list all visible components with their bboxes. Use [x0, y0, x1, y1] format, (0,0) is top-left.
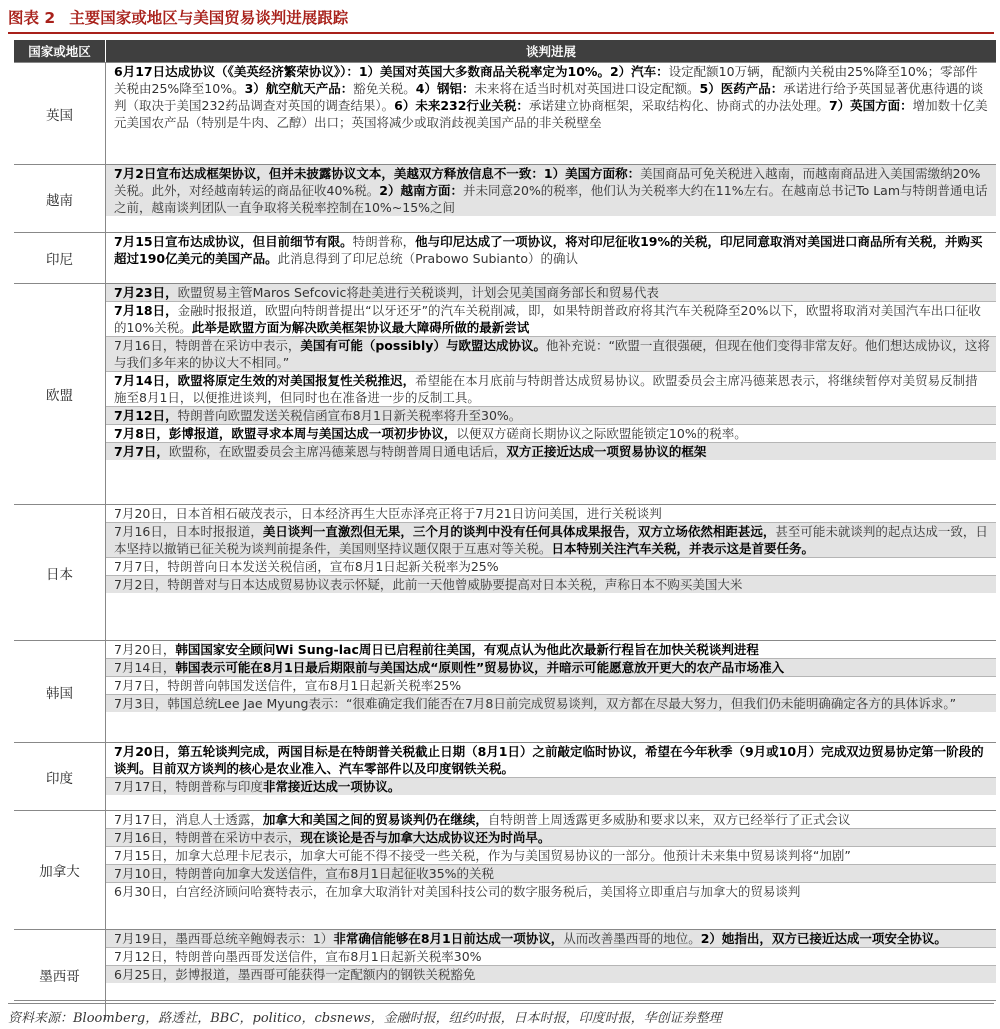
header-country: 国家或地区 [14, 40, 106, 62]
country-cell: 韩国 [14, 640, 106, 742]
entry-text-bold: 日本特别关注汽车关税，并表示这是首要任务。 [551, 541, 815, 556]
entry-text-bold: 7月8日，彭博报道，欧盟寻求本周与美国达成一项初步协议， [114, 426, 457, 441]
entry-text: 此消息得到了印尼总统（Prabowo Subianto）的确认 [277, 251, 579, 266]
entry-text: 7月16日，特朗普在采访中表示， [114, 830, 301, 845]
progress-entry [106, 641, 996, 659]
country-cell: 英国 [14, 62, 106, 164]
progress-entry [106, 407, 996, 425]
entry-text-bold: 7月15日宣布达成协议，但目前细节有限。 [114, 234, 353, 249]
country-cell: 墨西哥 [14, 929, 106, 1020]
entry-text: 7月16日，日本时报报道， [114, 524, 263, 539]
progress-entry [106, 284, 996, 302]
entry-text-bold: 非常确信能够在8月1日前达成一项协议， [333, 931, 564, 946]
entry-text-bold: 2）越南方面： [379, 183, 463, 198]
entry-text-bold: 7月2日宣布达成框架协议，但并未披露协议文本，美越双方释放信息不一致：1）美国方面称： [114, 166, 641, 181]
entry-text: 7月2日，特朗普对与日本达成贸易协议表示怀疑，此前一天他曾威胁要提高对日本关税，声称日本不购买美国大米 [114, 577, 743, 592]
progress-entry [106, 847, 996, 865]
progress-entry [106, 930, 996, 948]
entry-text: 未来将在适当时机对英国进口设定配额。 [474, 81, 700, 96]
entry-text-bold: 6）未来232行业关税： [394, 98, 529, 113]
country-cell: 越南 [14, 164, 106, 232]
entry-text: 希望能在本月底前与特朗普达成贸易协议。欧盟委员会主席冯德莱恩表示，将继续暂停对美贸易反制措施至8月1日，以便推进谈判，但同时也在准备进一步的反制工具。 [114, 373, 978, 405]
entry-text: 欧盟贸易主管Maros Sefcovic将赴美进行关税谈判，计划会见美国商务部长和贸易代表 [177, 285, 659, 300]
progress-entry [106, 576, 996, 593]
progress-entry [106, 778, 996, 795]
entry-text: 7月7日，特朗普向韩国发送信件，宣布8月1日起新关税率25% [114, 678, 462, 693]
entry-text-bold: 7月7日， [114, 444, 169, 459]
entry-text-bold: 5）医药产品： [699, 81, 784, 96]
entry-text-bold: 7月18日， [114, 303, 178, 318]
entry-text: 6月25日，彭博报道，墨西哥可能获得一定配额内的钢铁关税豁免 [114, 967, 476, 982]
progress-entry [106, 337, 996, 372]
progress-entry [106, 966, 996, 983]
country-cell: 日本 [14, 504, 106, 640]
figure-title [8, 6, 348, 30]
progress-cell [106, 810, 996, 929]
entry-text-bold: 双方正接近达成一项贸易协议的框架 [506, 444, 707, 459]
entry-text: 承诺进行给予英国显著优惠待遇的谈判（取决于美国232药品调查对英国的调查结果）。 [114, 81, 984, 113]
entry-text: 7月3日，韩国总统Lee Jae Myung表示：“很难确定我们能否在7月8日前完成贸易谈判，双方都在尽最大努力，但我们仍未能明确确定各方的具体诉求。” [114, 696, 957, 711]
entry-text: 7月10日，特朗普向加拿大发送信件，宣布8月1日起征收35%的关税 [114, 866, 495, 881]
entry-text-bold: 6月17日达成协议（《美英经济繁荣协议》）：1）美国对英国大多数商品关税率定为10%。2）汽车： [114, 64, 669, 79]
entry-text: 6月30日，白宫经济顾问哈赛特表示，在加拿大取消针对美国科技公司的数字服务税后，美国将立即重启与加拿大的贸易谈判 [114, 884, 801, 899]
progress-cell [106, 504, 996, 640]
entry-text: 7月15日，加拿大总理卡尼表示，加拿大可能不得不接受一些关税，作为与美国贸易协议的一部分。他预计未来集中贸易谈判将“加剧” [114, 848, 851, 863]
entry-text: 设定配额10万辆，配额内关税由25%降至10%；零部件关税由25%降至10%。 [114, 64, 978, 96]
entry-text: 7月20日，日本首相石破茂表示，日本经济再生大臣赤泽亮正将于7月21日访问美国，进行关税谈判 [114, 506, 662, 521]
progress-entry [106, 523, 996, 558]
entry-text: 增加数十亿美元美国农产品（特别是牛肉、乙醇）出口；英国将减少或取消歧视美国产品的非关税壁垒 [114, 98, 988, 130]
entry-text: 7月17日，消息人士透露， [114, 812, 263, 827]
figure-label: 图表 2 [8, 9, 56, 27]
entry-text: 欧盟称，在欧盟委员会主席冯德莱恩与特朗普周日通电话后， [168, 444, 507, 459]
source-rule [8, 1003, 994, 1004]
entry-text: 7月19日，墨西哥总统辛鲍姆表示：1） [114, 931, 334, 946]
entry-text: 7月12日，特朗普向墨西哥发送信件，宣布8月1日起新关税率30% [114, 949, 482, 964]
entry-text: 美国商品可免关税进入越南，而越南商品进入美国需缴纳20%关税。此外，对经越南转运的商品征收40%税。 [114, 166, 981, 198]
entry-text-bold: 此举是欧盟方面为解决欧美框架协议最大障碍所做的最新尝试 [191, 320, 530, 335]
entry-text: 金融时报报道，欧盟向特朗普提出“以牙还牙”的汽车关税削减，即，如果特朗普政府将其汽车关税降至20%以下，欧盟将取消对美国汽车出口征收的10%关税。 [114, 303, 981, 335]
entry-text: 7月16日，特朗普在采访中表示， [114, 338, 301, 353]
entry-text-bold: 7月14日，欧盟将原定生效的对美国报复性关税推迟， [114, 373, 416, 388]
progress-entry [106, 425, 996, 443]
entry-text-bold: 2）她指出，双方已接近达成一项安全协议。 [700, 931, 947, 946]
entry-text-bold: 韩国国家安全顾问Wi Sung-lac周日已启程前往美国，有观点认为他此次最新行程旨在加快关税谈判进程 [175, 642, 759, 657]
entry-text: 7月20日， [114, 642, 176, 657]
entry-text-bold: 非常接近达成一项协议。 [262, 779, 401, 794]
entry-text-bold: 7月23日， [114, 285, 178, 300]
progress-entry [106, 883, 996, 900]
entry-text-bold: 7）英国方面： [828, 98, 913, 113]
progress-cell [106, 164, 996, 232]
progress-entry [106, 372, 996, 407]
entry-text: 承诺建立协商框架，采取结构化、协商式的办法处理。 [528, 98, 829, 113]
entry-text: 7月7日，特朗普向日本发送关税信函，宣布8月1日起新关税率为25% [114, 559, 499, 574]
progress-entry [106, 233, 996, 267]
progress-cell [106, 283, 996, 504]
entry-text-bold: 美日谈判一直激烈但无果，三个月的谈判中没有任何具体成果报告，双方立场依然相距甚远， [262, 524, 776, 539]
entry-text-bold: 加拿大和美国之间的贸易谈判仍在继续， [262, 812, 488, 827]
progress-entry [106, 443, 996, 460]
progress-entry [106, 865, 996, 883]
country-cell: 印尼 [14, 232, 106, 283]
entry-text: 他补充说：“欧盟一直很强硬，但现在他们变得非常友好。他们想达成协议，这将与我们多年来的协议大不相同。” [114, 338, 990, 370]
progress-entry [106, 659, 996, 677]
country-cell: 加拿大 [14, 810, 106, 929]
entry-text-bold: 3）航空航天产品： [244, 81, 354, 96]
country-cell: 印度 [14, 742, 106, 810]
entry-text: 特朗普向欧盟发送关税信函宣布8月1日新关税率将升至30%。 [177, 408, 522, 423]
title-rule [8, 32, 994, 34]
entry-text-bold: 7月12日， [114, 408, 178, 423]
figure-title-text: 主要国家或地区与美国贸易谈判进展跟踪 [69, 9, 349, 27]
progress-cell [106, 640, 996, 742]
entry-text-bold: 7月20日，第五轮谈判完成，两国目标是在特朗普关税截止日期（8月1日）之前敲定临时协议，希望在今年秋季（9月或10月）完成双边贸易协定第一阶段的谈判。目前双方谈判的核心是农业准入、汽车零部件以及印度钢铁关税。 [114, 744, 984, 776]
progress-entry [106, 829, 996, 847]
entry-text: 自特朗普上周透露更多威胁和要求以来，双方已经举行了正式会议 [487, 812, 851, 827]
entry-text: 从而改善墨西哥的地位。 [563, 931, 701, 946]
country-cell: 欧盟 [14, 283, 106, 504]
entry-text-bold: 韩国表示可能在8月1日最后期限前与美国达成“原则性”贸易协议，并暗示可能愿意放开更大的农产品市场准入 [175, 660, 785, 675]
progress-entry [106, 505, 996, 523]
source-note: 资料来源：Bloomberg，路透社，BBC，politico，cbsnews，金融时报，纽约时报，日本时报，印度时报，华创证券整理 [8, 1011, 722, 1026]
entry-text: 特朗普称， [352, 234, 416, 249]
entry-text-bold: 现在谈论是否与加拿大达成协议还为时尚早。 [300, 830, 551, 845]
entry-text-bold: 美国有可能（possibly）与欧盟达成协议。 [300, 338, 546, 353]
progress-cell [106, 742, 996, 810]
progress-entry [106, 63, 996, 131]
progress-cell [106, 62, 996, 164]
entry-text-bold: 他与印尼达成了一项协议，将对印尼征收19%的关税，印尼同意取消对美国进口商品所有关税，并购买超过190亿美元的美国产品。 [114, 234, 983, 266]
progress-entry [106, 811, 996, 829]
entry-text: 以便双方磋商长期协议之际欧盟能锁定10%的税率。 [456, 426, 747, 441]
progress-entry [106, 165, 996, 216]
progress-entry [106, 302, 996, 337]
entry-text-bold: 4）钢铝： [415, 81, 475, 96]
progress-entry [106, 948, 996, 966]
progress-entry [106, 677, 996, 695]
negotiation-table [14, 40, 996, 1001]
progress-cell [106, 232, 996, 283]
progress-entry [106, 558, 996, 576]
progress-entry [106, 695, 996, 712]
entry-text: 7月17日，特朗普称与印度 [114, 779, 263, 794]
header-progress: 谈判进展 [106, 40, 996, 62]
entry-text: 甚至可能未就谈判的起点达成一致，日本坚持以撤销已征关税为谈判前提条件，美国则坚持议题仅限于互惠对等关税。 [114, 524, 988, 556]
entry-text: 豁免关税。 [353, 81, 416, 96]
entry-text: 7月14日， [114, 660, 176, 675]
entry-text: 并未同意20%的税率，他们认为关税率大约在11%左右。在越南总书记To Lam与特朗普通电话之前，越南谈判团队一直争取将关税率控制在10%~15%之间 [114, 183, 988, 215]
progress-entry [106, 743, 996, 778]
